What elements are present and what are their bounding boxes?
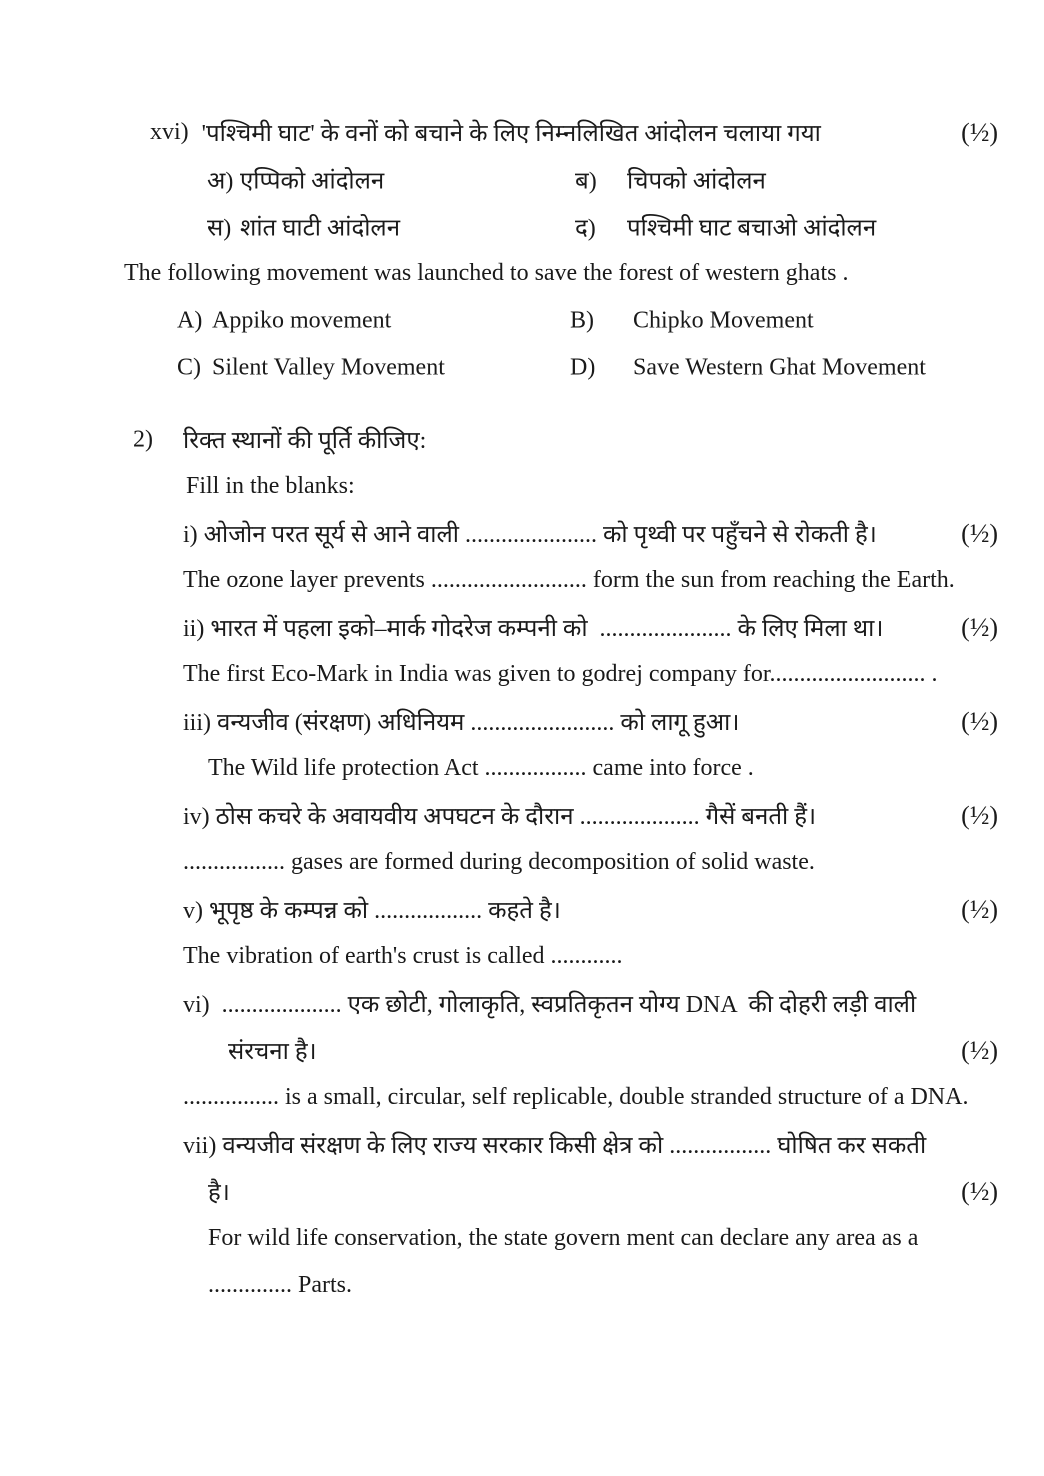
marks-badge: (½) [961,1035,998,1065]
question-xvi-text-english: The following movement was launched to save the forest of western ghats . [124,260,849,286]
option-c-label-hindi: स) [207,215,232,241]
fill-blank-line-vii-en-1 [0,1215,1044,1262]
fill-blank-text-iv-en: ................. gases are formed during decomposition of solid waste. [183,849,815,875]
fill-blank-text-v-hi: v) भूपृष्ठ के कम्पन्न को .................. कहते है। [183,898,561,924]
marks-badge: (½) [961,518,998,548]
question-xvi-stem-hindi [0,109,1044,156]
option-d-text-english: Save Western Ghat Movement [633,354,926,380]
option-b-label-hindi: ब) [575,168,597,194]
fill-blank-text-ii-hi: ii) भारत में पहला इको–मार्क गोदरेज कम्पनी को ...................... के लिए मिला था। [183,616,884,642]
options-english-row-1 [0,297,1044,344]
fill-blank-text-vii-hi-2: है। [208,1180,230,1206]
question-xvi-text-hindi: 'पश्चिमी घाट' के वनों को बचाने के लिए निम्नलिखित आंदोलन चलाया गया [201,121,821,147]
fill-blank-line-v-hi [0,886,1044,933]
marks-badge: (½) [961,612,998,642]
fill-blank-text-vii-en-1: For wild life conservation, the state govern ment can declare any area as a [208,1225,919,1251]
fill-blank-text-vi-hi-2: संरचना है। [228,1039,317,1065]
fill-blank-line-vi-hi-1 [0,980,1044,1027]
fill-blank-line-vii-en-2 [0,1262,1044,1309]
question-2-title-english: Fill in the blanks: [186,473,355,499]
marks-badge: (½) [961,117,998,147]
marks-badge: (½) [961,894,998,924]
option-c-text-english: Silent Valley Movement [212,354,445,380]
option-c-text-hindi: शांत घाटी आंदोलन [240,215,401,241]
question-xvi-stem-english [0,250,1044,297]
question-2-title-hindi: रिक्त स्थानों की पूर्ति कीजिए: [183,428,427,454]
marks-badge: (½) [961,706,998,736]
fill-blank-line-v-en [0,933,1044,980]
fill-blank-line-i-en [0,557,1044,604]
fill-blank-line-iv-en [0,839,1044,886]
fill-blank-text-ii-en: The first Eco-Mark in India was given to godrej company for.......................... . [183,661,938,687]
fill-blank-line-i-hi [0,510,1044,557]
fill-blank-line-ii-en [0,651,1044,698]
option-b-text-english: Chipko Movement [633,307,814,333]
question-2-number: 2) [133,426,153,452]
marks-badge: (½) [961,800,998,830]
option-a-text-hindi: एप्पिको आंदोलन [240,168,385,194]
fill-blank-line-iv-hi [0,792,1044,839]
fill-blank-text-iv-hi: iv) ठोस कचरे के अवायवीय अपघटन के दौरान .................... गैसें बनती हैं। [183,804,817,830]
fill-blank-line-iii-en [0,745,1044,792]
option-b-text-hindi: चिपको आंदोलन [627,168,766,194]
fill-blanks-list [0,510,1044,1309]
option-a-text-english: Appiko movement [212,307,392,333]
option-a-label-english: A) [177,307,203,333]
options-hindi-row-1 [0,156,1044,203]
fill-blank-text-iii-en: The Wild life protection Act ................. came into force . [208,755,754,781]
question-2-block [0,416,1044,1309]
fill-blank-text-vii-en-2: .............. Parts. [208,1272,352,1298]
fill-blank-line-ii-hi [0,604,1044,651]
question-2-heading [0,416,1044,463]
fill-blank-text-iii-hi: iii) वन्यजीव (संरक्षण) अधिनियम ........................ को लागू हुआ। [183,710,740,736]
fill-blank-text-i-hi: i) ओजोन परत सूर्य से आने वाली ...................... को पृथ्वी पर पहुँचने से रोकती है। [183,522,877,548]
fill-blank-line-vii-hi-2 [0,1168,1044,1215]
question-xvi-number: xvi) [150,119,189,145]
question-xvi-block [0,109,1044,391]
options-hindi-row-2 [0,203,1044,250]
option-a-label-hindi: अ) [207,168,234,194]
option-d-label-english: D) [570,354,596,380]
question-2-title-english-line [0,463,1044,510]
fill-blank-line-vi-en [0,1074,1044,1121]
fill-blank-text-i-en: The ozone layer prevents .......................... form the sun from reaching the Earth. [183,567,955,593]
option-d-label-hindi: द) [575,215,596,241]
option-b-label-english: B) [570,307,594,333]
fill-blank-text-vii-hi-1: vii) वन्यजीव संरक्षण के लिए राज्य सरकार किसी क्षेत्र को ................. घोषित कर सकती [183,1133,927,1159]
fill-blank-line-vii-hi-1 [0,1121,1044,1168]
fill-blank-text-vi-hi-1: vi) .................... एक छोटी, गोलाकृति, स्वप्रतिकृतन योग्य DNA की दोहरी लड़ी वाली [183,992,917,1018]
option-d-text-hindi: पश्चिमी घाट बचाओ आंदोलन [627,215,877,241]
page-content [0,109,1044,1309]
fill-blank-line-iii-hi [0,698,1044,745]
fill-blank-text-v-en: The vibration of earth's crust is called ............ [183,943,623,969]
option-c-label-english: C) [177,354,201,380]
fill-blank-line-vi-hi-2 [0,1027,1044,1074]
marks-badge: (½) [961,1176,998,1206]
options-english-row-2 [0,344,1044,391]
fill-blank-text-vi-en: ................ is a small, circular, self replicable, double stranded structure of a DNA. [183,1084,969,1110]
